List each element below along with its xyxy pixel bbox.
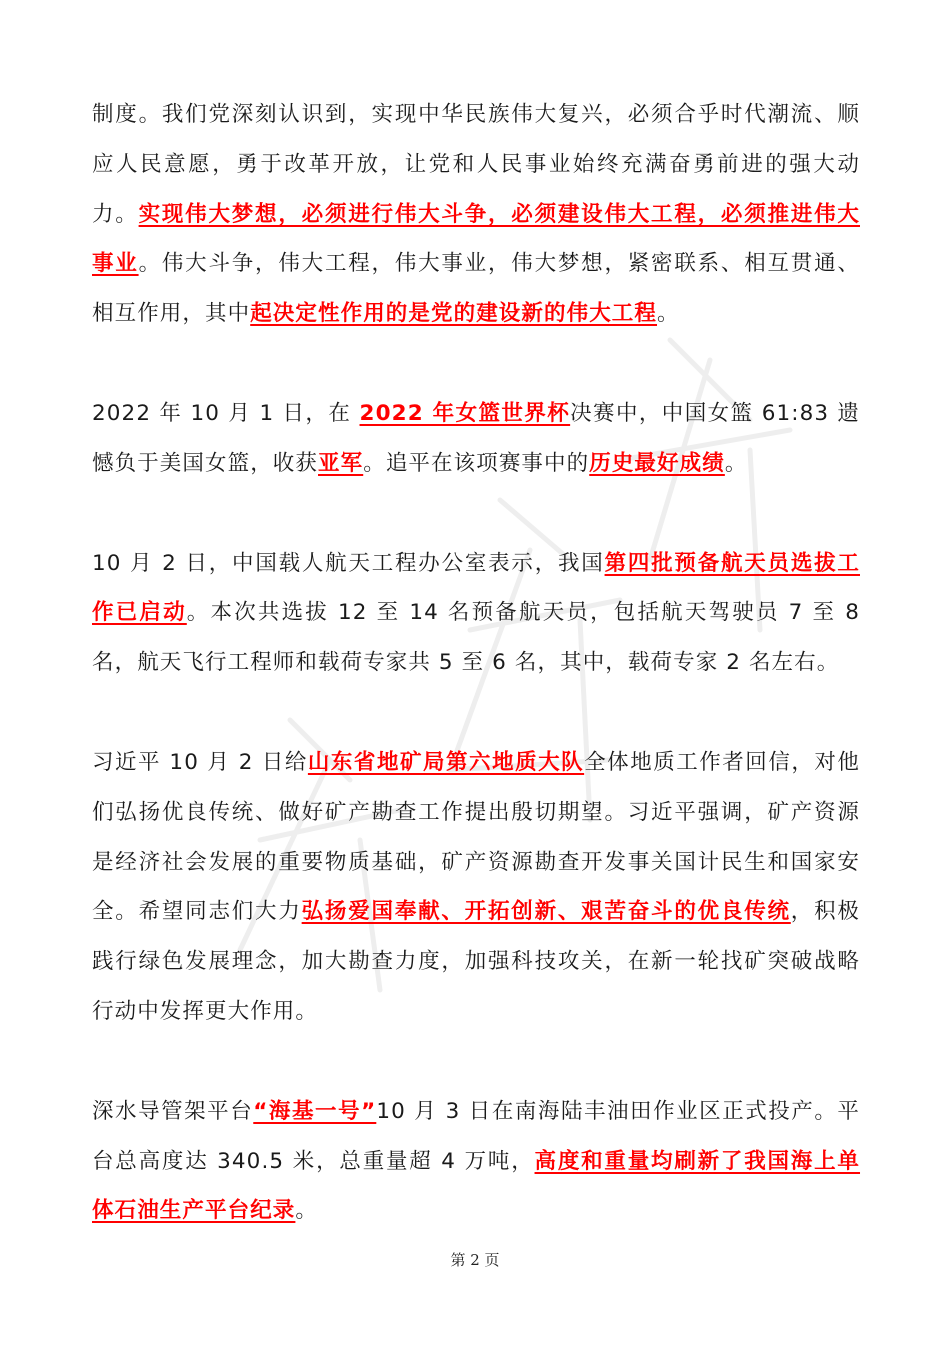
body-text: 。: [295, 1198, 319, 1224]
paragraph: [92, 738, 860, 1037]
highlighted-text: 历史最好成绩: [589, 450, 725, 476]
body-text: 全体地质工作者回信，对他们弘扬优良传统、做好矿产勘查工作提出殷切期望。习近平强调，矿产资源是经济社会发展的重要物质基础，矿产资源勘查开发事关国计民生和国家安全。希望同志们大力: [92, 749, 860, 925]
paragraph: [92, 389, 860, 489]
body-text: 制度。我们党深刻认识到，实现中华民族伟大复兴，必须合乎时代潮流、顺应人民意愿，勇于改革开放，让党和人民事业始终充满奋勇前进的强大动力。: [92, 102, 860, 227]
highlighted-text: “海基一号”: [253, 1098, 377, 1124]
highlighted-text: 高度和重量均刷新了我国海上单体石油生产平台纪录: [92, 1148, 861, 1224]
highlighted-text: 起决定性作用的是党的建设新的伟大工程: [250, 301, 658, 327]
body-text: 10 月 2 日，中国载人航天工程办公室表示，我国: [92, 550, 605, 576]
body-text: 。: [657, 301, 680, 327]
body-text: 。本次共选拔 12 至 14 名预备航天员，包括航天驾驶员 7 至 8 名，航天飞行工程师和载荷专家共 5 至 6 名，其中，载荷专家 2 名左右。: [92, 600, 860, 676]
highlighted-text: 亚军: [318, 450, 364, 476]
highlighted-text: 实现伟大梦想，必须进行伟大斗争，必须建设伟大工程，必须推进伟大事业: [92, 201, 860, 277]
page-number: 第 2 页: [450, 1251, 500, 1269]
body-text: 2022 年 10 月 1 日，在: [92, 400, 360, 426]
body-text: 。追平在该项赛事中的: [363, 450, 590, 476]
highlighted-text: 2022 年女篮世界杯: [359, 400, 571, 426]
body-text: 。伟大斗争，伟大工程，伟大事业，伟大梦想，紧密联系、相互贯通、相互作用，其中: [92, 251, 860, 327]
highlighted-text: 第四批预备航天员选拔工作已启动: [92, 550, 860, 626]
highlighted-text: 弘扬爱国奉献、开拓创新、艰苦奋斗的优良传统: [301, 899, 791, 925]
body-text: 10 月 3 日在南海陆丰油田作业区正式投产。平台总高度达 340.5 米，总重量超 4 万吨，: [92, 1098, 860, 1174]
paragraph: [92, 539, 860, 688]
body-text: 深水导管架平台: [92, 1098, 254, 1124]
body-text: ，积极践行绿色发展理念，加大勘查力度，加强科技攻关，在新一轮找矿突破战略行动中发挥更大作用。: [92, 899, 860, 1024]
body-text: 决赛中，中国女篮 61:83 遗憾负于美国女篮，收获: [92, 400, 861, 476]
body-text: 。: [724, 450, 748, 476]
body-text: 习近平 10 月 2 日给: [92, 749, 308, 775]
document-body: [92, 90, 860, 1286]
paragraph: [92, 90, 860, 339]
paragraph: [92, 1087, 860, 1236]
highlighted-text: 山东省地矿局第六地质大队: [307, 749, 585, 775]
